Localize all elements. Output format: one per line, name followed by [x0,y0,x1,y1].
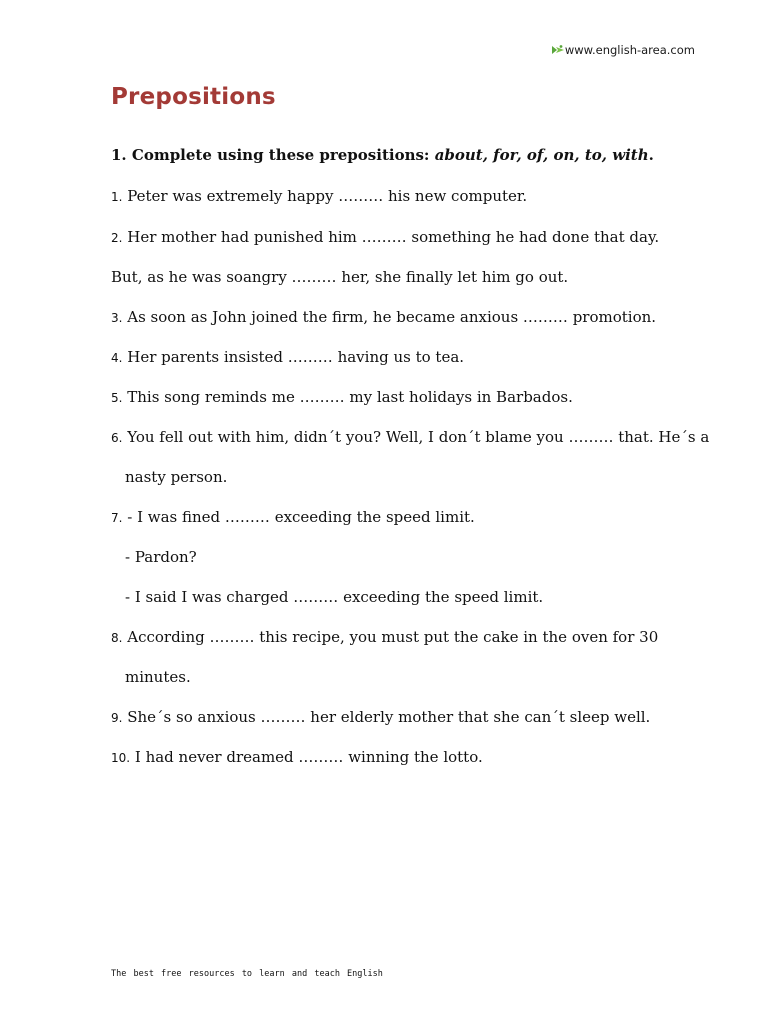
item-text: But, as he was soangry ……… her, she finally let him go out. [111,268,569,286]
item-text: As soon as John joined the firm, he became anxious ……… promotion. [127,308,657,326]
item-number: 7. [111,511,123,525]
exercise-line [111,507,475,528]
item-number: 9. [111,711,123,725]
item-text: - Pardon? [125,548,197,566]
item-text: nasty person. [125,468,228,486]
exercise-line [125,667,191,687]
exercise-instruction [111,146,654,164]
exercise-line [111,307,656,328]
item-number: 5. [111,391,123,405]
item-number: 10. [111,751,131,765]
exercise-line [111,347,464,368]
exercise-line [111,186,527,207]
instruction-lead: 1. Complete using these prepositions: [111,146,435,164]
item-number: 4. [111,351,123,365]
item-text: According ……… this recipe, you must put the cake in the oven for 30 [127,628,659,646]
item-text: minutes. [125,668,191,686]
exercise-line [111,427,709,448]
page-footer: The best free resources to learn and teach English [111,969,383,979]
item-text: Her parents insisted ……… having us to tea. [127,348,465,366]
instruction-prepositions: about, for, of, on, to, with [434,146,649,164]
item-text: - I said I was charged ……… exceeding the speed limit. [125,588,544,606]
item-text: This song reminds me ……… my last holidays in Barbados. [127,388,573,406]
item-text: She´s so anxious ……… her elderly mother that she can´t sleep well. [127,708,651,726]
item-number: 8. [111,631,123,645]
item-number: 1. [111,190,123,204]
item-number: 3. [111,311,123,325]
exercise-line [111,267,568,287]
item-text: Peter was extremely happy ……… his new computer. [127,187,528,205]
page-title: Prepositions [111,84,276,110]
item-number: 2. [111,231,123,245]
item-text: Her mother had punished him ……… something he had done that day. [127,228,660,246]
item-text: - I was fined ……… exceeding the speed limit. [127,508,475,526]
exercise-line [111,387,573,408]
site-header [551,43,695,57]
exercise-line [111,707,650,728]
site-url[interactable]: www.english-area.com [564,43,695,57]
instruction-end: . [648,146,654,164]
exercise-line [125,547,197,567]
item-text: You fell out with him, didn´t you? Well, I don´t blame you ……… that. He´s a [127,428,710,446]
exercise-line [111,627,658,648]
item-number: 6. [111,431,123,445]
exercise-line [111,227,659,248]
item-text: I had never dreamed ……… winning the lotto. [134,748,483,766]
english-area-logo-icon [551,44,565,56]
exercise-line [125,467,227,487]
exercise-line [111,747,483,768]
exercise-line [125,587,543,607]
